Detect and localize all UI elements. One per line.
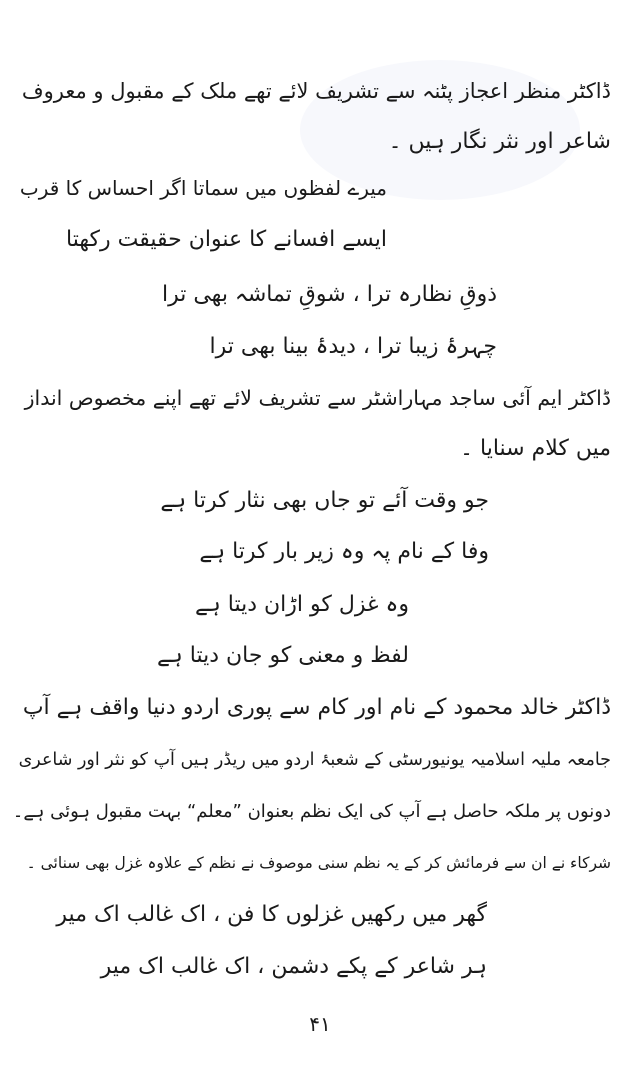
verse-line: ذوقِ نظارہ ترا ، شوقِ تماشہ بھی ترا [161,282,497,307]
paragraph-khalid-mahmood-line-4: شرکاء نے ان سے فرمائش کر کے یہ نظم سنی موصوف نے نظم کے علاوہ غزل بھی سنائی ۔ [26,854,611,872]
verse-line: وفا کے نام پہ وہ زیر بار کرتا ہے [199,539,489,564]
paragraph-mi-sajid-line-2: میں کلام سنایا ۔ [460,436,611,461]
verse-line: چہرۂ زیبا ترا ، دیدۂ بینا بھی ترا [209,334,497,359]
paragraph-khalid-mahmood-line-2: جامعہ ملیہ اسلامیہ یونیورسٹی کے شعبۂ اردو میں ریڈر ہیں آپ کو نثر اور شاعری [18,750,611,770]
page-number: ۴۱ [309,1012,331,1036]
verse-line: جو وقت آئے تو جاں بھی نثار کرتا ہے [160,488,489,513]
verse-line: وہ غزل کو اڑان دیتا ہے [195,592,409,617]
paragraph-manzar-ijaz-line-2: شاعر اور نثر نگار ہیں ۔ [388,129,611,154]
verse-line: میرے لفظوں میں سماتا اگر احساس کا قرب [19,176,387,200]
paragraph-khalid-mahmood-line-1: ڈاکٹر خالد محمود کے نام اور کام سے پوری اردو دنیا واقف ہے آپ [22,695,611,720]
verse-line: گھر میں رکھیں غزلوں کا فن ، اک غالب اک میر [56,902,487,927]
paragraph-manzar-ijaz-line-1: ڈاکٹر منظر اعجاز پٹنہ سے تشریف لائے تھے ملک کے مقبول و معروف [21,79,611,103]
verse-line: ایسے افسانے کا عنوان حقیقت رکھتا [66,227,387,252]
verse-line: لفظ و معنی کو جان دیتا ہے [156,643,409,668]
paragraph-mi-sajid-line-1: ڈاکٹر ایم آئی ساجد مہاراشٹر سے تشریف لائے تھے اپنے مخصوص انداز [24,386,611,410]
verse-line: ہر شاعر کے پکے دشمن ، اک غالب اک میر [100,954,487,979]
paragraph-khalid-mahmood-line-3: دونوں پر ملکہ حاصل ہے آپ کی ایک نظم بعنوان ”معلم“ بہت مقبول ہوئی ہے۔ [12,801,611,822]
